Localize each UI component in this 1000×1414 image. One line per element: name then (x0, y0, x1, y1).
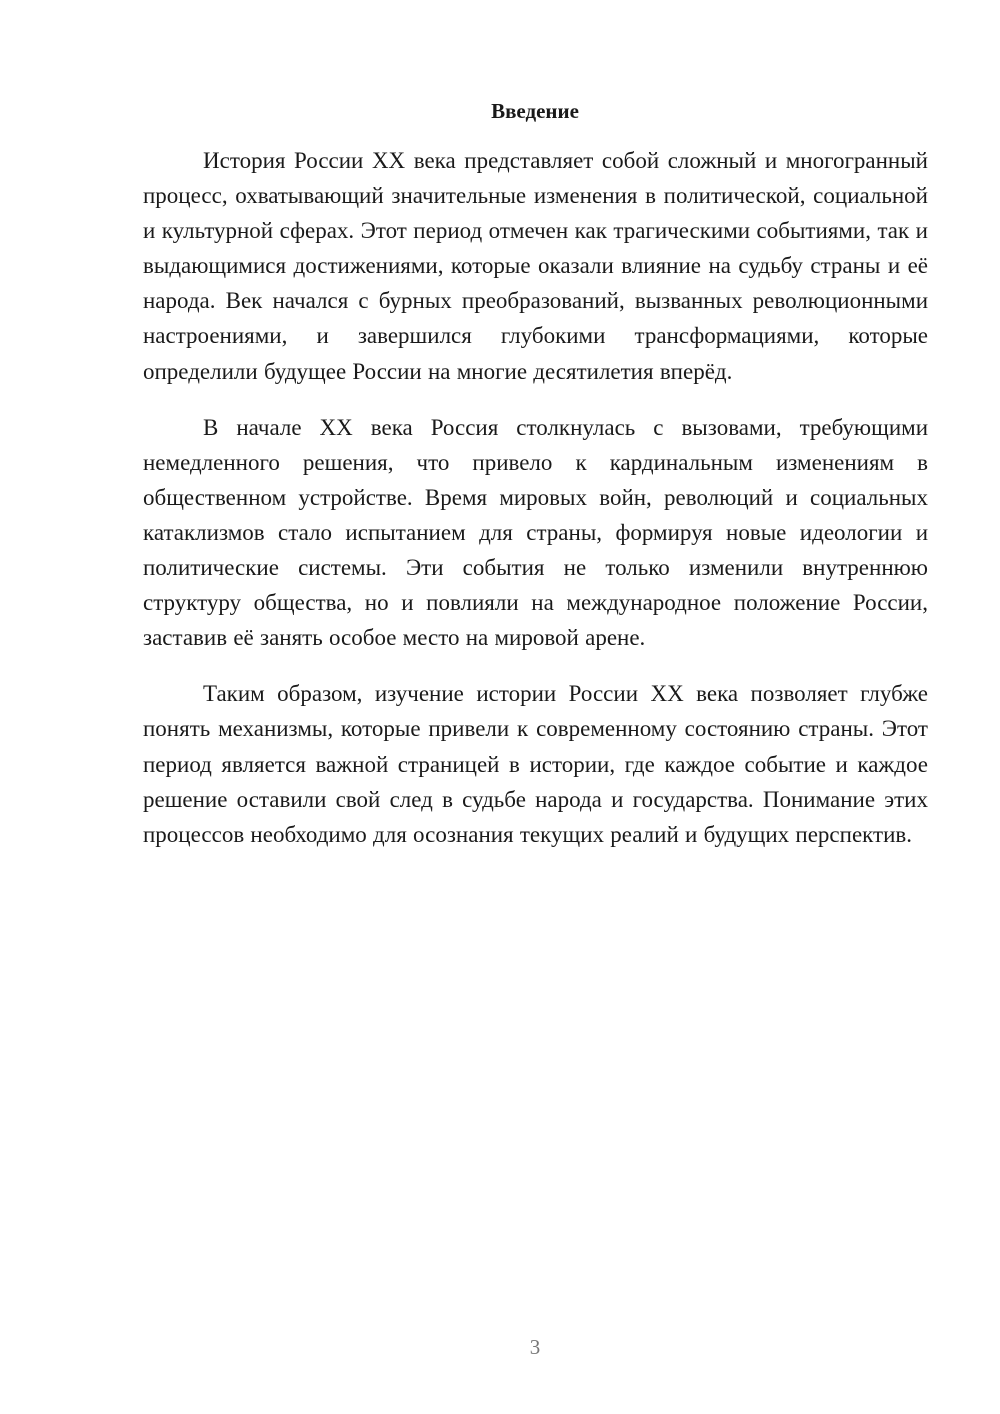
section-title: Введение (491, 99, 579, 123)
body-text (143, 143, 928, 873)
paragraph-1: История России XX века представляет собой сложный и многогранный процесс, охватывающий значительные изменения в политической, социальной и культурной сферах. Этот период отмечен как трагическими событиями, так и выдающимися достижениями, которые оказали влияние на судьбу страны и её народа. Век начался с бурных преобразований, вызванных революционными настроениями, и завершился глубокими трансформациями, которые определили будущее России на многие десятилетия вперёд. (143, 148, 928, 384)
page-number: 3 (529, 1335, 541, 1359)
paragraph-3: Таким образом, изучение истории России XX века позволяет глубже понять механизмы, которые привели к современному состоянию страны. Этот период является важной страницей в истории, где каждое событие и каждое решение оставили свой след в судьбе народа и государства. Понимание этих процессов необходимо для осознания текущих реалий и будущих перспектив. (143, 681, 928, 847)
paragraph-2: В начале XX века Россия столкнулась с вызовами, требующими немедленного решения, что привело к кардинальным изменениям в общественном устройстве. Время мировых войн, революций и социальных катаклизмов стало испытанием для страны, формируя новые идеологии и политические системы. Эти события не только изменили внутреннюю структуру общества, но и повлияли на международное положение России, заставив её занять особое место на мировой арене. (143, 414, 928, 651)
